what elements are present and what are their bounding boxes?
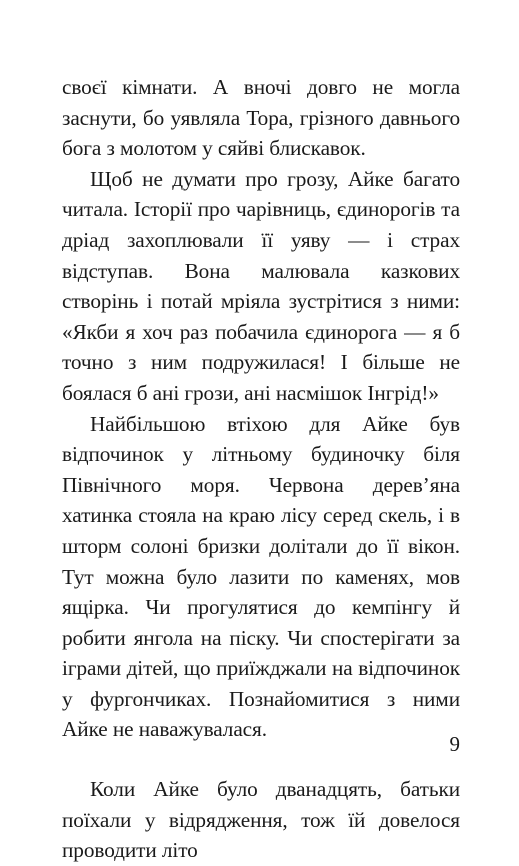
paragraph-new-section: Коли Айке було дванадцять, батьки поїхали у відрядження, тож їй довелося проводити літо <box>62 777 460 863</box>
body-text <box>62 72 460 866</box>
paragraph-continued: своєї кімнати. А вночі довго не могла заснути, бо уявляла Тора, грізного давнього бога з молотом у сяйві блискавок. <box>62 75 460 161</box>
page-number: 9 <box>449 732 460 756</box>
paragraph: Найбільшою втіхою для Айке був відпочинок у літньому будиночку біля Північного моря. Червона дерев’яна хатинка стояла на краю лісу серед скель, і в шторм солоні бризки долітали до її вікон. Тут можна було лазити по каменях, мов ящірка. Чи прогулятися до кемпінгу й робити янгола на піску. Чи спостерігати за іграми дітей, що приїжджали на відпочинок у фургончиках. Познайомитися з ними Айке не наважувалася. <box>62 411 460 742</box>
paragraph: Щоб не думати про грозу, Айке багато читала. Історії про чарівниць, єдинорогів та дріад захоплювали її уяву — і страх відступав. Вона малювала казкових створінь і потай мріяла зустрітися з ними: «Якби я хоч раз побачила єдинорога — я б точно з ним подружилася! І більше не боялася б ані грози, ані насмішок Інгрід!» <box>62 166 460 405</box>
